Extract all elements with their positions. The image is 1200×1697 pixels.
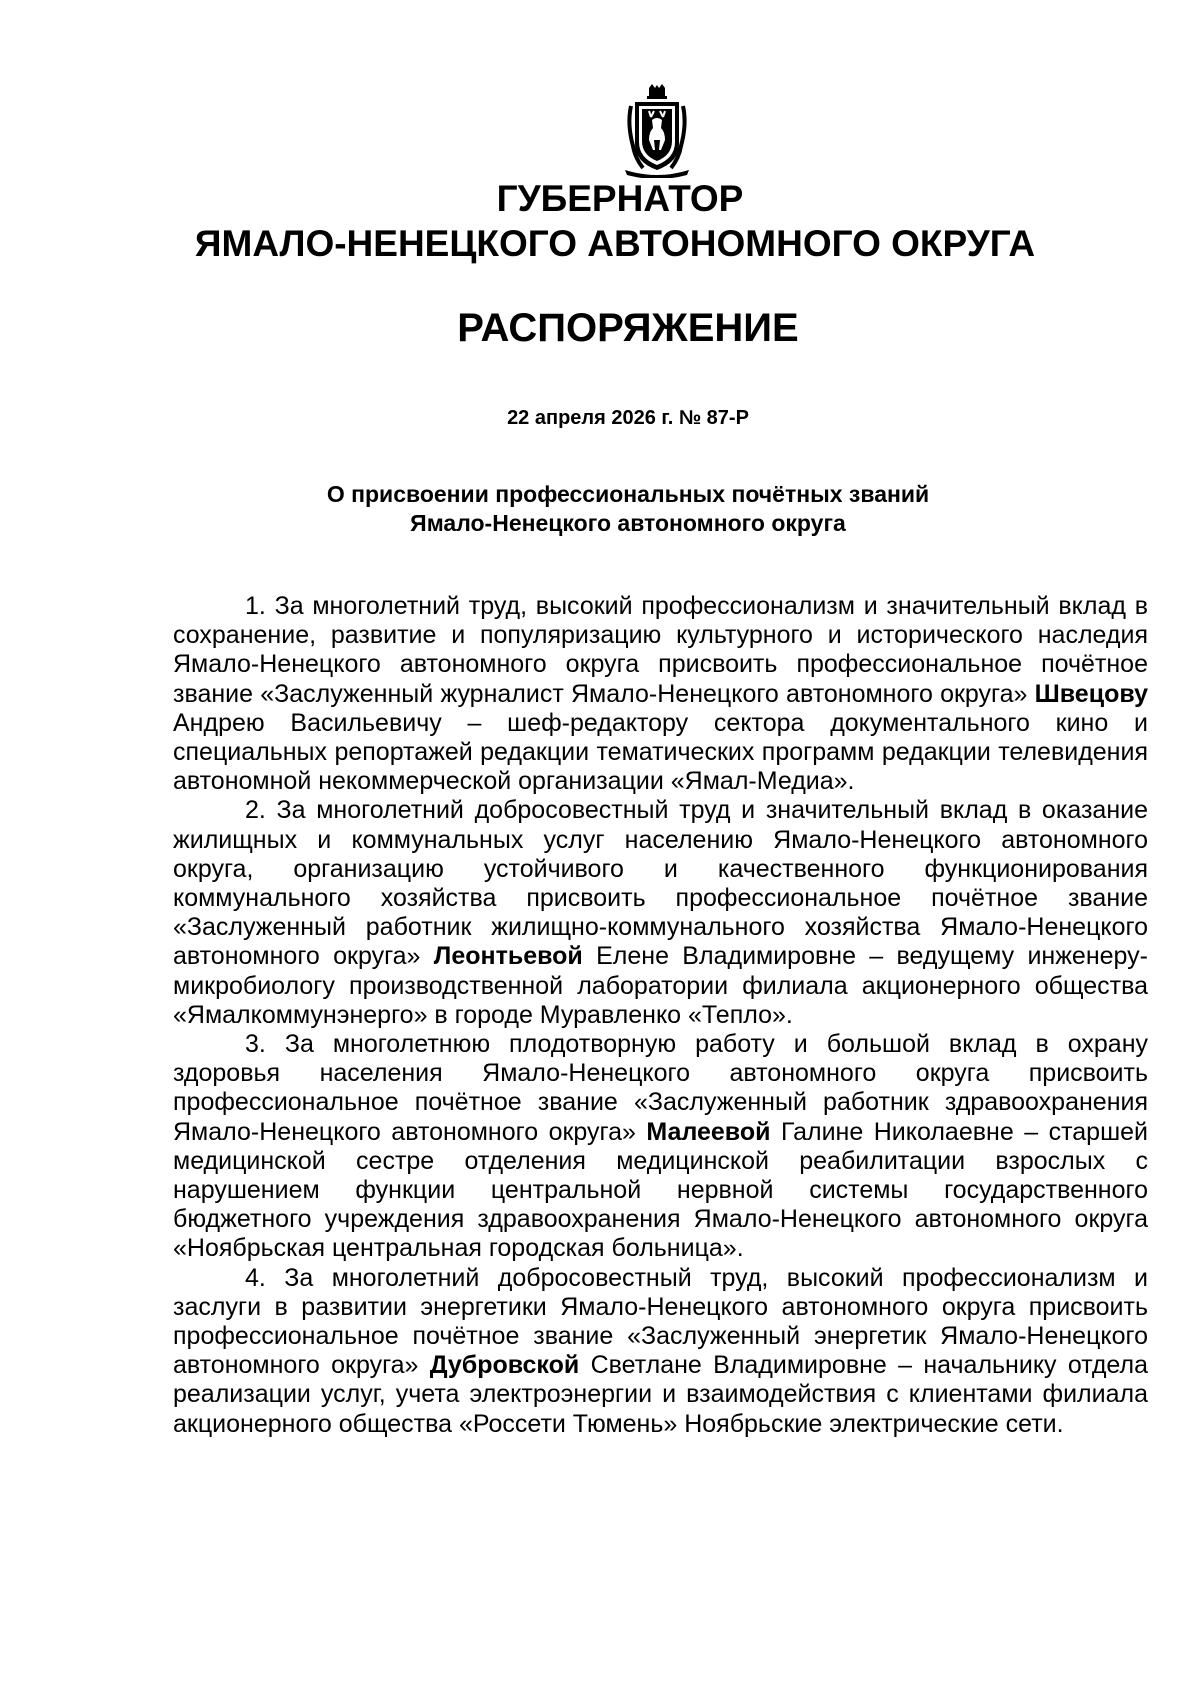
paragraph-text: 2. За многолетний добросовестный труд и значительный вклад в оказание жилищных и коммунальных услуг населению Ямало-Ненецкого автономного округа, организацию устойчивого и качественного функционирования коммунального хозяйства присвоить профессиональное почётное звание «Заслуженный работник жилищно-коммунального хозяйства Ямало-Ненецкого автономного округа» xyxy=(173,796,1148,971)
issuer-title xyxy=(0,176,1200,266)
document-subject xyxy=(28,480,1200,538)
paragraph-item-3 xyxy=(173,1030,1148,1264)
subject-line2: Ямало-Ненецкого автономного округа xyxy=(410,510,846,536)
issuer-title-line1: ГУБЕРНАТОР xyxy=(496,178,744,219)
issuer-title-line2: ЯМАЛО-НЕНЕЦКОГО АВТОНОМНОГО ОКРУГА xyxy=(194,223,1036,264)
coat-of-arms-icon xyxy=(621,84,693,178)
paragraph-item-4 xyxy=(173,1264,1148,1439)
paragraph-text: Светлане Владимировне – начальнику отдела реализации услуг, учета электроэнергии и взаимодействия с клиентами филиала акционерного общества «Россети Тюмень» Ноябрьские электрические сети. xyxy=(173,1351,1148,1438)
paragraph-text: Галине Николаевне – старшей медицинской сестре отделения медицинской реабилитации взрослых с нарушением функции центральной нервной системы государственного бюджетного учреждения здравоохранения Ямало-Ненецкого автономного округа «Ноябрьская центральная городская больница». xyxy=(173,1117,1148,1263)
paragraph-item-2 xyxy=(173,796,1148,1030)
paragraph-item-1 xyxy=(173,592,1148,796)
awardee-name: Швецову xyxy=(1034,679,1148,708)
paragraph-text: 4. За многолетний добросовестный труд, высокий профессионализм и заслуги в развитии энергетики Ямало-Ненецкого автономного округа присвоить профессиональное почётное звание «Заслуженный энергетик Ямало-Ненецкого автономного округа» xyxy=(173,1263,1148,1380)
paragraph-text: 1. За многолетний труд, высокий профессионализм и значительный вклад в сохранение, развитие и популяризацию культурного и исторического наследия Ямало-Ненецкого автономного округа присвоить профессиональное почётное звание «Заслуженный журналист Ямало-Ненецкого автономного округа» xyxy=(173,592,1148,708)
document-body xyxy=(173,592,1148,1439)
awardee-name: Леонтьевой xyxy=(433,942,583,971)
subject-line1: О присвоении профессиональных почётных званий xyxy=(326,481,930,507)
document-date-number: 22 апреля 2026 г. № 87-Р xyxy=(507,407,749,429)
paragraph-text: Елене Владимировне – ведущему инженеру-микробиологу производственной лаборатории филиала акционерного общества «Ямалкоммунэнерго» в городе Муравленко «Тепло». xyxy=(173,942,1148,1029)
awardee-name: Малеевой xyxy=(646,1117,771,1146)
paragraph-text: Андрею Васильевичу – шеф-редактору сектора документального кино и специальных репортажей редакции тематических программ редакции телевидения автономной некоммерческой организации «Ямал-Медиа». xyxy=(173,708,1148,796)
document-type: РАСПОРЯЖЕНИЕ xyxy=(457,306,799,350)
paragraph-text: 3. За многолетнюю плодотворную работу и большой вклад в охрану здоровья населения Ямало-Ненецкого автономного округа присвоить профессиональное почётное звание «Заслуженный работник здравоохранения Ямало-Ненецкого автономного округа» xyxy=(173,1030,1148,1146)
awardee-name: Дубровской xyxy=(429,1351,580,1380)
